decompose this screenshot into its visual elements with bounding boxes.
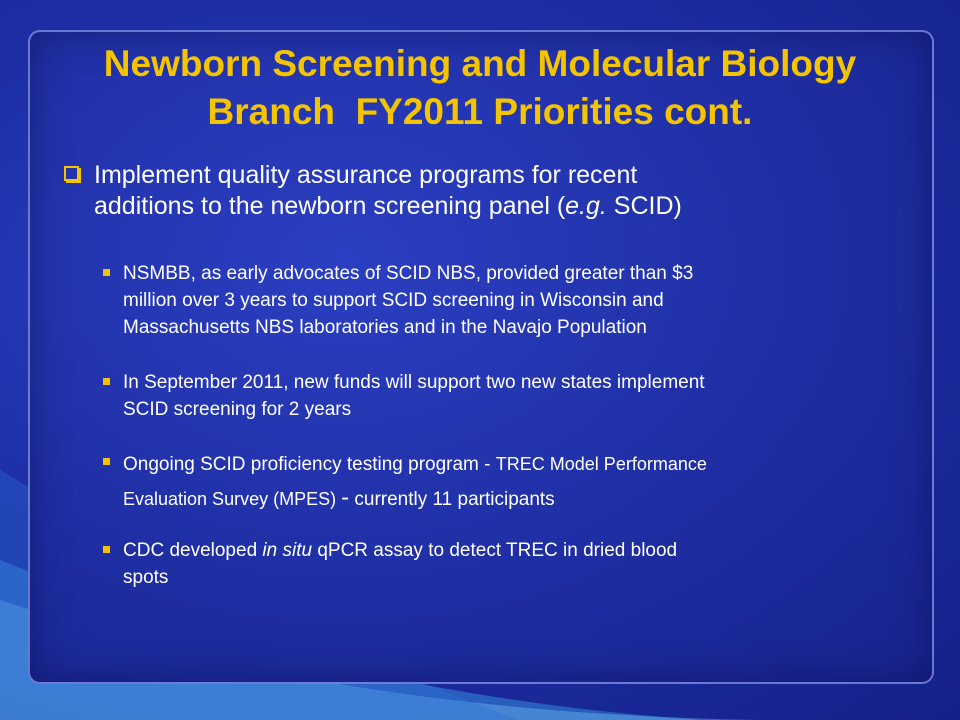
- slide-title: [40, 40, 920, 136]
- main-bullet-line-2-end: SCID): [606, 192, 682, 220]
- sub-bullet-1-line-2: million over 3 years to support SCID screening in Wisconsin and: [123, 290, 664, 311]
- sub-bullet-3-line-2: [123, 480, 903, 518]
- title-line-2: Branch FY2011 Priorities cont.: [207, 91, 753, 132]
- sub-bullet-3-line-1-end: TREC Model Performance: [495, 454, 707, 474]
- sub-bullet-4-line-2: spots: [123, 567, 169, 588]
- sub-bullet-4-line-1: [123, 537, 903, 564]
- square-bullet-icon: [103, 546, 110, 553]
- sub-bullet-3-line-1-start: Ongoing SCID proficiency testing program -: [123, 454, 496, 475]
- title-line-1: Newborn Screening and Molecular Biology: [103, 43, 857, 84]
- sub-bullet-3-line-1: [123, 449, 903, 480]
- square-bullet-icon: [103, 269, 110, 276]
- eg-italic: e.g.: [565, 192, 607, 220]
- sub-bullet-1-line-3: Massachusetts NBS laboratories and in the Navajo Population: [123, 317, 647, 338]
- sub-bullet-funding-text: [123, 260, 903, 341]
- sub-bullet-new-states-text: [123, 369, 903, 423]
- sub-bullet-3-line-2-end: currently 11 participants: [349, 489, 555, 510]
- sub-bullet-proficiency-text: [123, 449, 903, 518]
- sub-bullet-3-dash: -: [341, 484, 350, 511]
- square-bullet-icon: [103, 458, 110, 465]
- checkbox-bullet-icon: [64, 166, 79, 181]
- sub-bullet-1-line-1: NSMBB, as early advocates of SCID NBS, provided greater than $3: [123, 263, 694, 284]
- sub-bullet-3-line-2-start: Evaluation Survey (MPES): [123, 489, 342, 509]
- sub-bullet-2-line-2: SCID screening for 2 years: [123, 399, 352, 420]
- square-bullet-icon: [103, 378, 110, 385]
- sub-bullet-2-line-1: In September 2011, new funds will support two new states implement: [123, 372, 705, 393]
- sub-bullet-4-line-1-start: CDC developed: [123, 540, 263, 561]
- main-bullet-line-2: [94, 191, 894, 222]
- main-bullet-line-2-start: additions to the newborn screening panel (: [94, 192, 566, 220]
- sub-bullet-4-line-1-end: qPCR assay to detect TREC in dried blood: [312, 540, 678, 561]
- main-bullet-line-1: Implement quality assurance programs for recent: [94, 161, 638, 189]
- in-situ-italic: in situ: [262, 540, 313, 561]
- sub-bullet-qpcr-text: [123, 537, 903, 591]
- main-bullet-text: [94, 160, 894, 222]
